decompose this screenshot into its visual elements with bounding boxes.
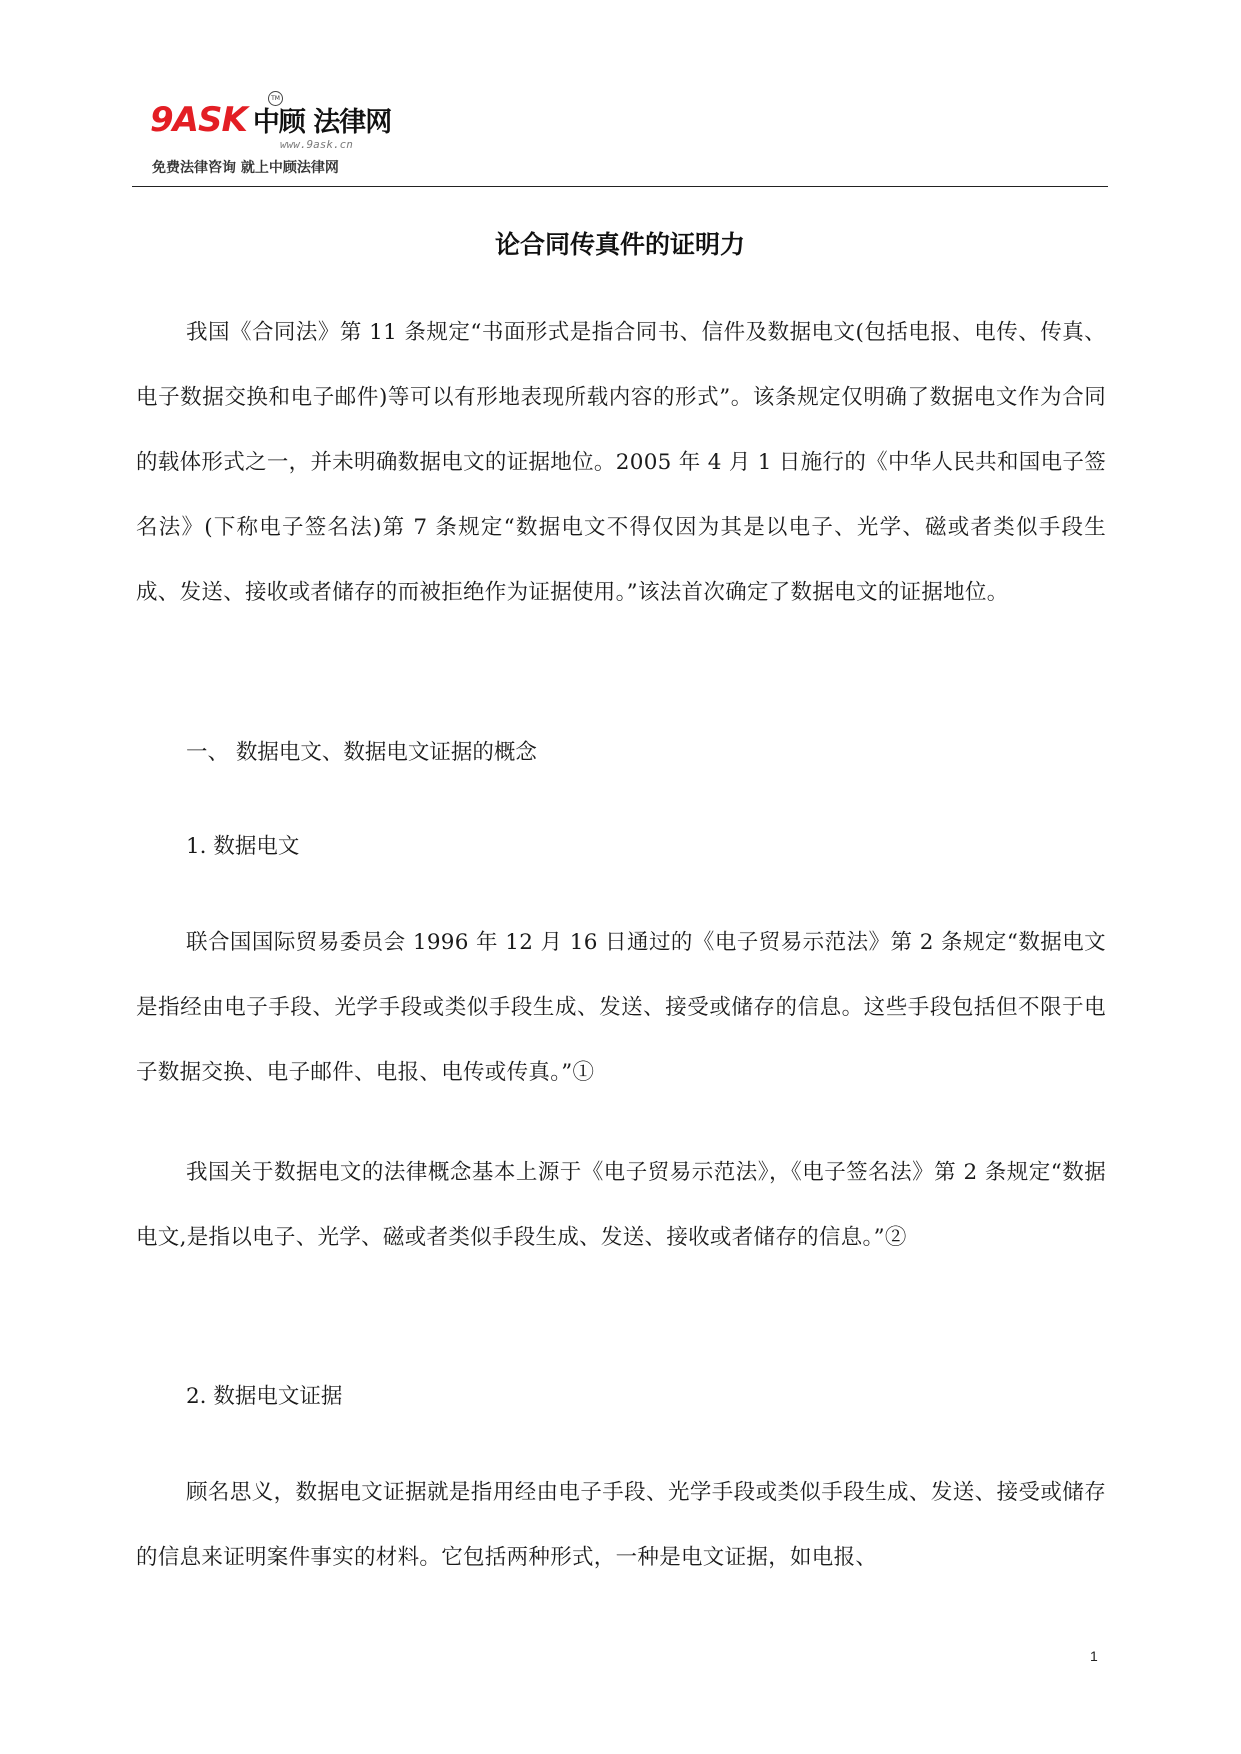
- subsection-heading-2: 2. 数据电文证据: [186, 1384, 343, 1409]
- logo-name-cn: 中顾 法律网: [252, 107, 392, 138]
- header-divider: [132, 186, 1108, 187]
- paragraph-definition-cn: 我国关于数据电文的法律概念基本上源于《电子贸易示范法》，《电子签名法》第 2 条规定“数据电文,是指以电子、光学、磁或者类似手段生成、发送、接收或者储存的信息。”②: [136, 1160, 1106, 1250]
- paragraph-evidence: 顾名思义，数据电文证据就是指用经由电子手段、光学手段或类似手段生成、发送、接受或储存的信息来证明案件事实的材料。它包括两种形式，一种是电文证据，如电报、: [136, 1480, 1106, 1570]
- logo-brand: 9ASK: [150, 100, 247, 140]
- logo-slogan: 免费法律咨询 就上中顾法律网: [152, 160, 339, 176]
- paragraph-definition-un: 联合国国际贸易委员会 1996 年 12 月 16 日通过的《电子贸易示范法》第 2 条规定“数据电文是指经由电子手段、光学手段或类似手段生成、发送、接受或储存的信息。这些手段包括但不限于电子数据交换、电子邮件、电报、电传或传真。”①: [136, 930, 1106, 1085]
- logo-wordmark: [150, 100, 392, 140]
- subsection-heading-1: 1. 数据电文: [186, 834, 300, 859]
- paragraph-intro: 我国《合同法》第 11 条规定“书面形式是指合同书、信件及数据电文(包括电报、电传、传真、电子数据交换和电子邮件)等可以有形地表现所载内容的形式”。该条规定仅明确了数据电文作为合同的载体形式之一，并未明确数据电文的证据地位。2005 年 4 月 1 日施行的《中华人民共和国电子签名法》(下称电子签名法)第 7 条规定“数据电文不得仅因为其是以电子、光学、磁或者类似手段生成、发送、接收或者储存的而被拒绝作为证据使用。”该法首次确定了数据电文的证据地位。: [136, 320, 1106, 605]
- page-number: 1: [1090, 1648, 1098, 1664]
- section-heading-1: 一、 数据电文、数据电文证据的概念: [186, 740, 537, 765]
- trademark-icon: TM: [268, 91, 283, 106]
- site-logo[interactable]: [150, 95, 410, 180]
- document-title: 论合同传真件的证明力: [494, 230, 745, 259]
- logo-url: www.9ask.cn: [280, 138, 353, 151]
